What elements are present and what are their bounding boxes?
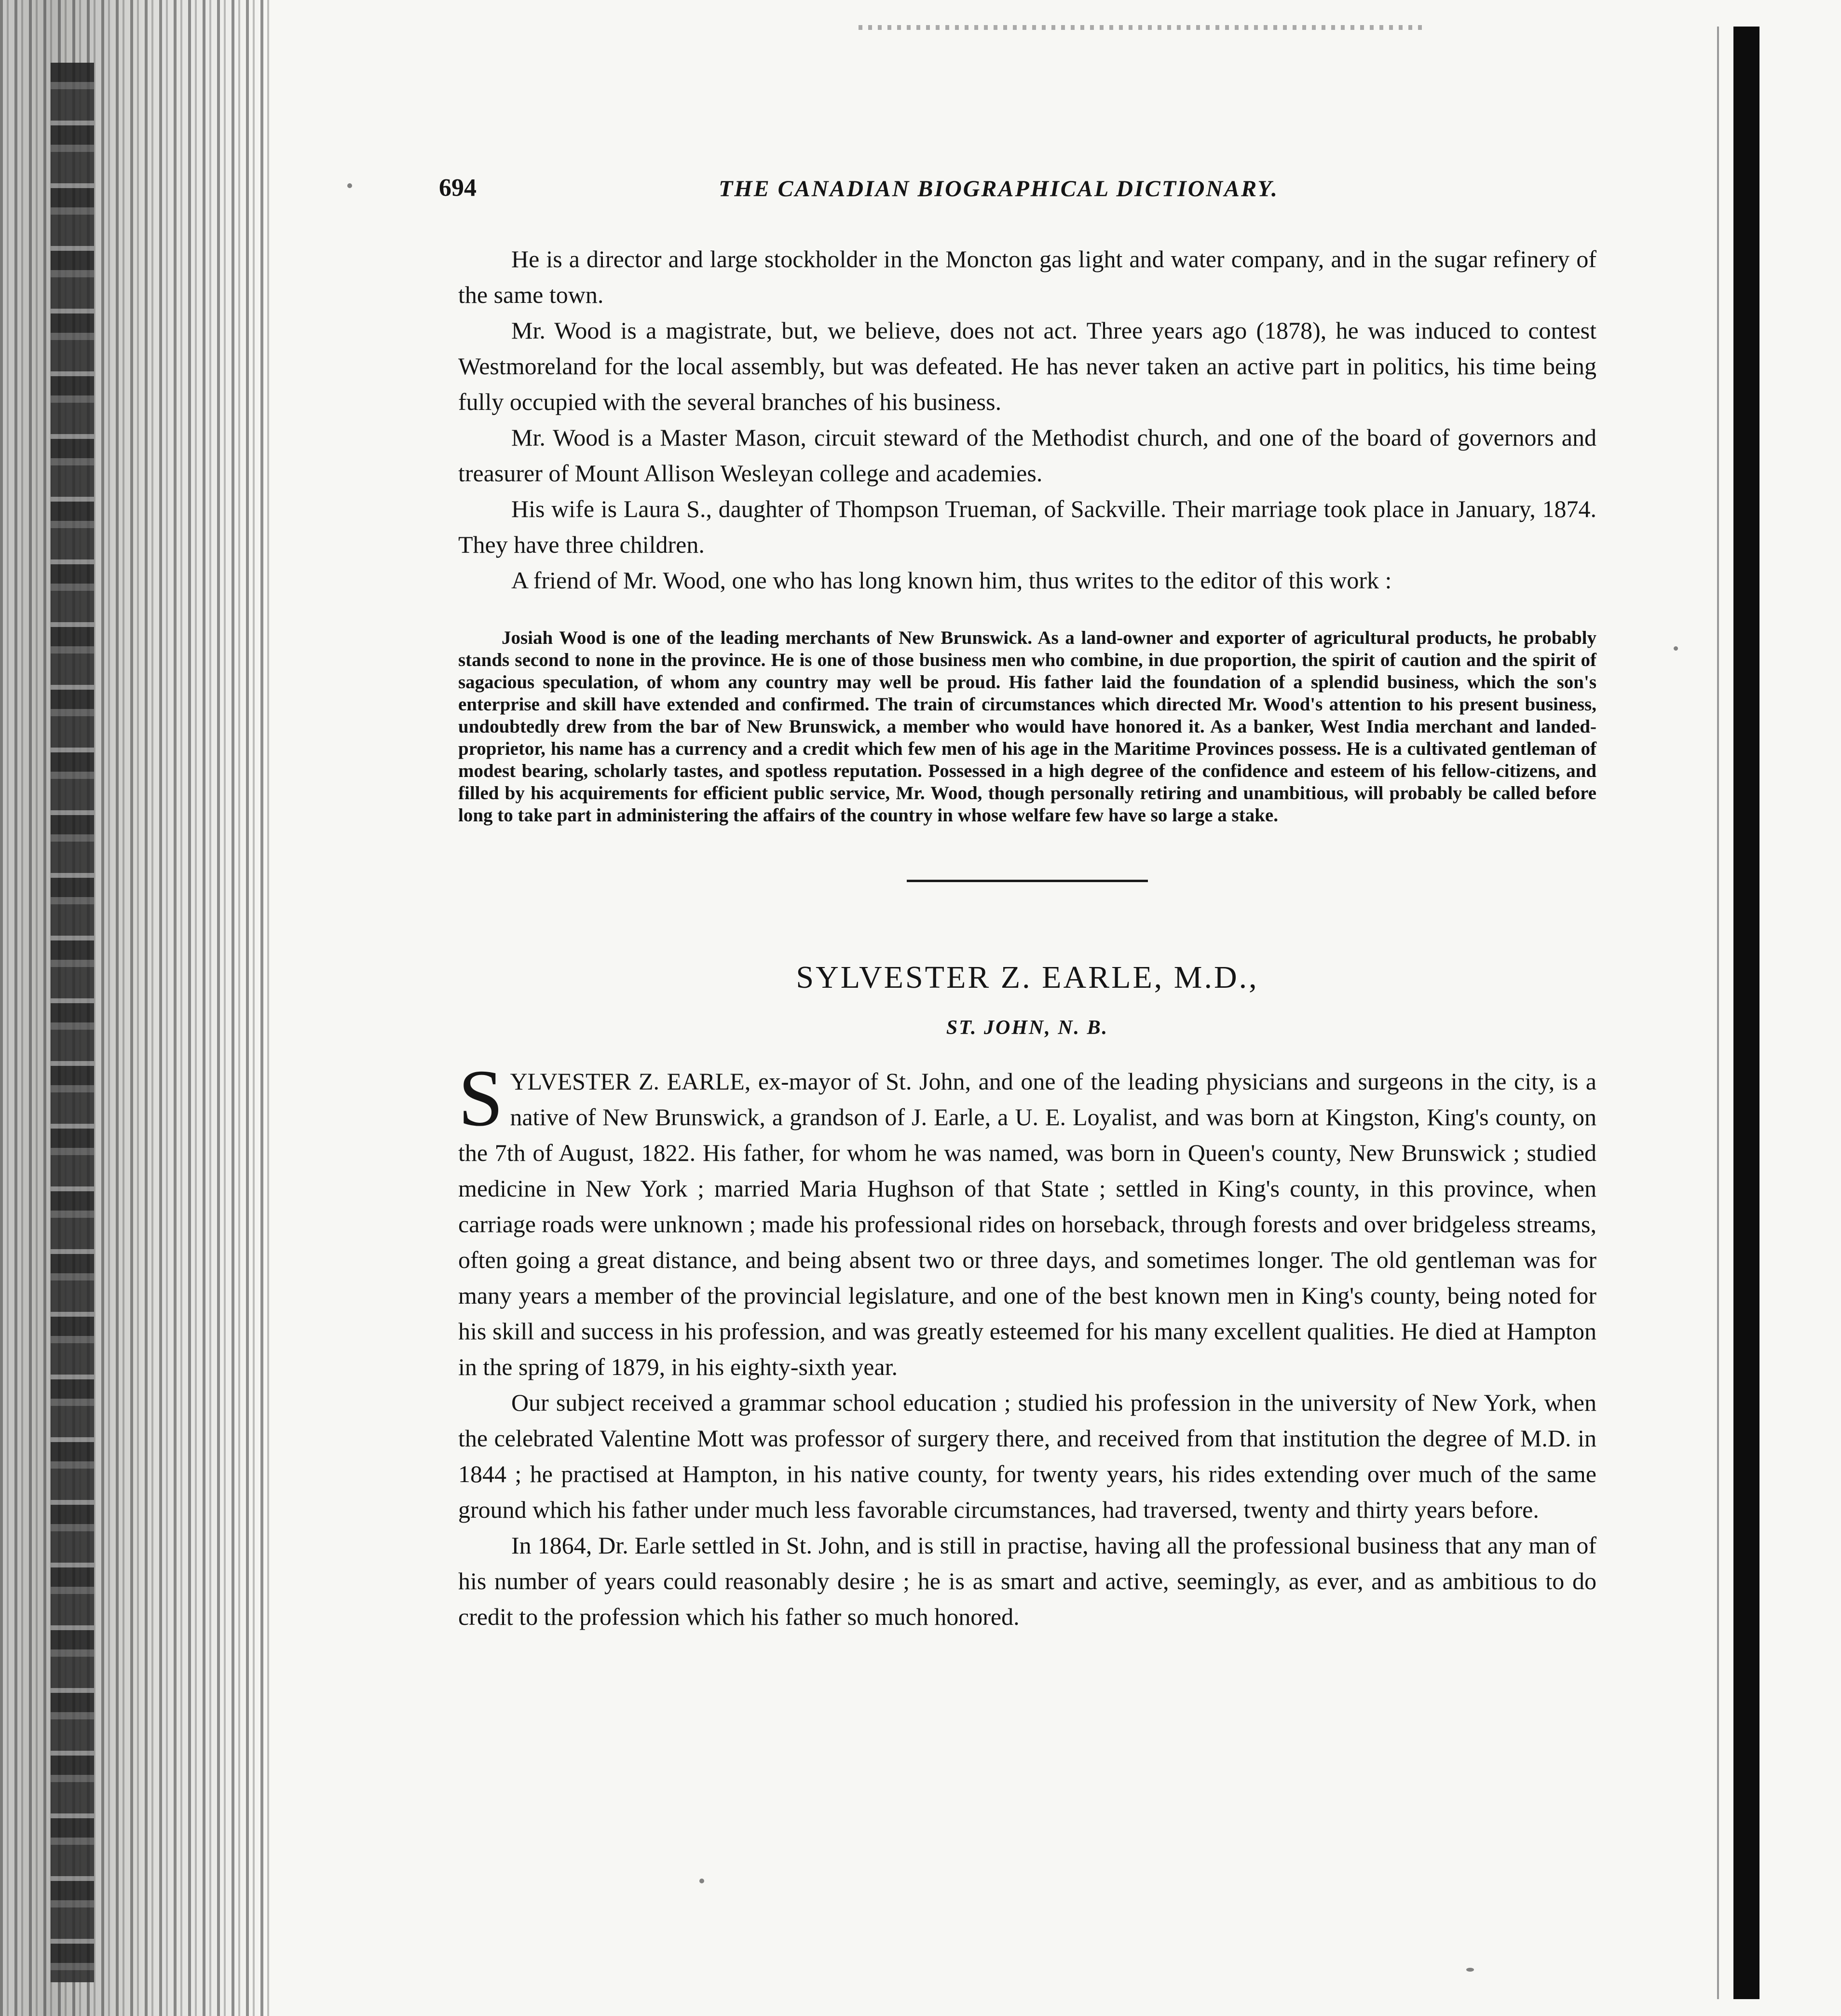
scan-edge-line [1717,27,1719,1999]
paragraph: In 1864, Dr. Earle settled in St. John, and is still in practise, having all the professional business that any man of his number of years could reasonably desire ; he is as smart and active, seemingly, as ever, and as ambitious to do credit to the profession which his father so much honored. [458,1532,1596,1630]
block-quote [458,627,1596,827]
paragraph: Mr. Wood is a Master Mason, circuit steward of the Methodist church, and one of the board of governors and treasurer of Mount Allison Wesleyan college and academies. [458,424,1596,487]
article-body [458,1053,1596,1635]
scan-speck [1674,646,1678,651]
quote-text: Josiah Wood is one of the leading merchants of New Brunswick. As a land-owner and exporter of agricultural products, he probably stands second to none in the province. He is one of those business men who combine, in due proportion, the spirit of caution and the spirit of sagacious speculation, of whom any country may well be proud. His father laid the foundation of a splendid business, which the son's enterprise and skill have extended and confirmed. The train of circumstances which directed Mr. Wood's attention to his present business, undoubtedly drew from the bar of New Brunswick, a member who would have honored it. As a banker, West India merchant and landed-proprietor, his name has a currency and a credit which few men of his age in the Maritime Provinces possess. He is a cultivated gentleman of modest bearing, scholarly tastes, and spotless reputation. Possessed in a high degree of the confidence and esteem of his fellow-citizens, and filled by his acquirements for efficient public service, Mr. Wood, though personally retiring and unambitious, will probably be called before long to take part in administering the affairs of the country in whose welfare few have so large a stake. [458,627,1596,826]
page-number: 694 [439,174,477,202]
scan-speck [1466,1968,1474,1972]
first-paragraph-text: YLVESTER Z. EARLE, ex-mayor of St. John, and one of the leading physicians and surgeons in the city, is a native of New Brunswick, a grandson of J. Earle, a U. E. Loyalist, and was born at Kingston, King's county, on the 7th of August, 1822. His father, for whom he was named, was born in Queen's county, New Brunswick ; studied medicine in New York ; married Maria Hughson of that State ; settled in King's county, in this province, when carriage roads were unknown ; made his professional rides on horseback, through forests and over bridgeless streams, often going a great distance, and being absent two or three days, and sometimes longer. The old gentleman was for many years a member of the provincial legislature, and one of the best known men in King's county, being noted for his skill and success in his profession, and was greatly esteemed for his many excellent qualities. He died at Hampton in the spring of 1879, in his eighty-sixth year. [458,1068,1596,1380]
page-header [439,174,1596,212]
article-title: SYLVESTER Z. EARLE, M.D., [796,960,1259,995]
scanned-binding-shadow [51,63,94,1982]
paragraph: Mr. Wood is a magistrate, but, we believe, does not act. Three years ago (1878), he was induced to contest Westmoreland for the local assembly, but was defeated. He has never taken an active part in politics, his time being fully occupied with the several branches of his business. [458,317,1596,415]
scan-speck [699,1879,704,1883]
page-content [439,174,1596,1635]
section-divider [907,880,1148,882]
scanned-binding-edge [0,0,270,2016]
first-paragraph [458,1053,1596,1385]
paragraph: Our subject received a grammar school education ; studied his profession in the university of New York, when the celebrated Valentine Mott was professor of surgery there, and received from that institution the degree of M.D. in 1844 ; he practised at Hampton, in his native county, for twenty years, his rides extending over much of the same ground which his father under much less favorable circumstances, had traversed, twenty and thirty years before. [458,1389,1596,1523]
scan-noise-top [859,25,1428,30]
paragraph: A friend of Mr. Wood, one who has long known him, thus writes to the editor of this work : [511,567,1392,594]
paragraph: His wife is Laura S., daughter of Thompson Trueman, of Sackville. Their marriage took place in January, 1874. They have three children. [458,495,1596,558]
scan-edge-bar [1733,27,1759,1999]
running-title: THE CANADIAN BIOGRAPHICAL DICTIONARY. [719,176,1279,202]
article-place: ST. JOHN, N. B. [946,1017,1109,1039]
scan-speck [347,183,352,188]
paragraph: He is a director and large stockholder in the Moncton gas light and water company, and in the sugar refinery of the same town. [458,245,1596,308]
drop-cap: S [458,1053,504,1143]
earle-section [458,959,1596,1635]
wood-section [458,241,1596,827]
